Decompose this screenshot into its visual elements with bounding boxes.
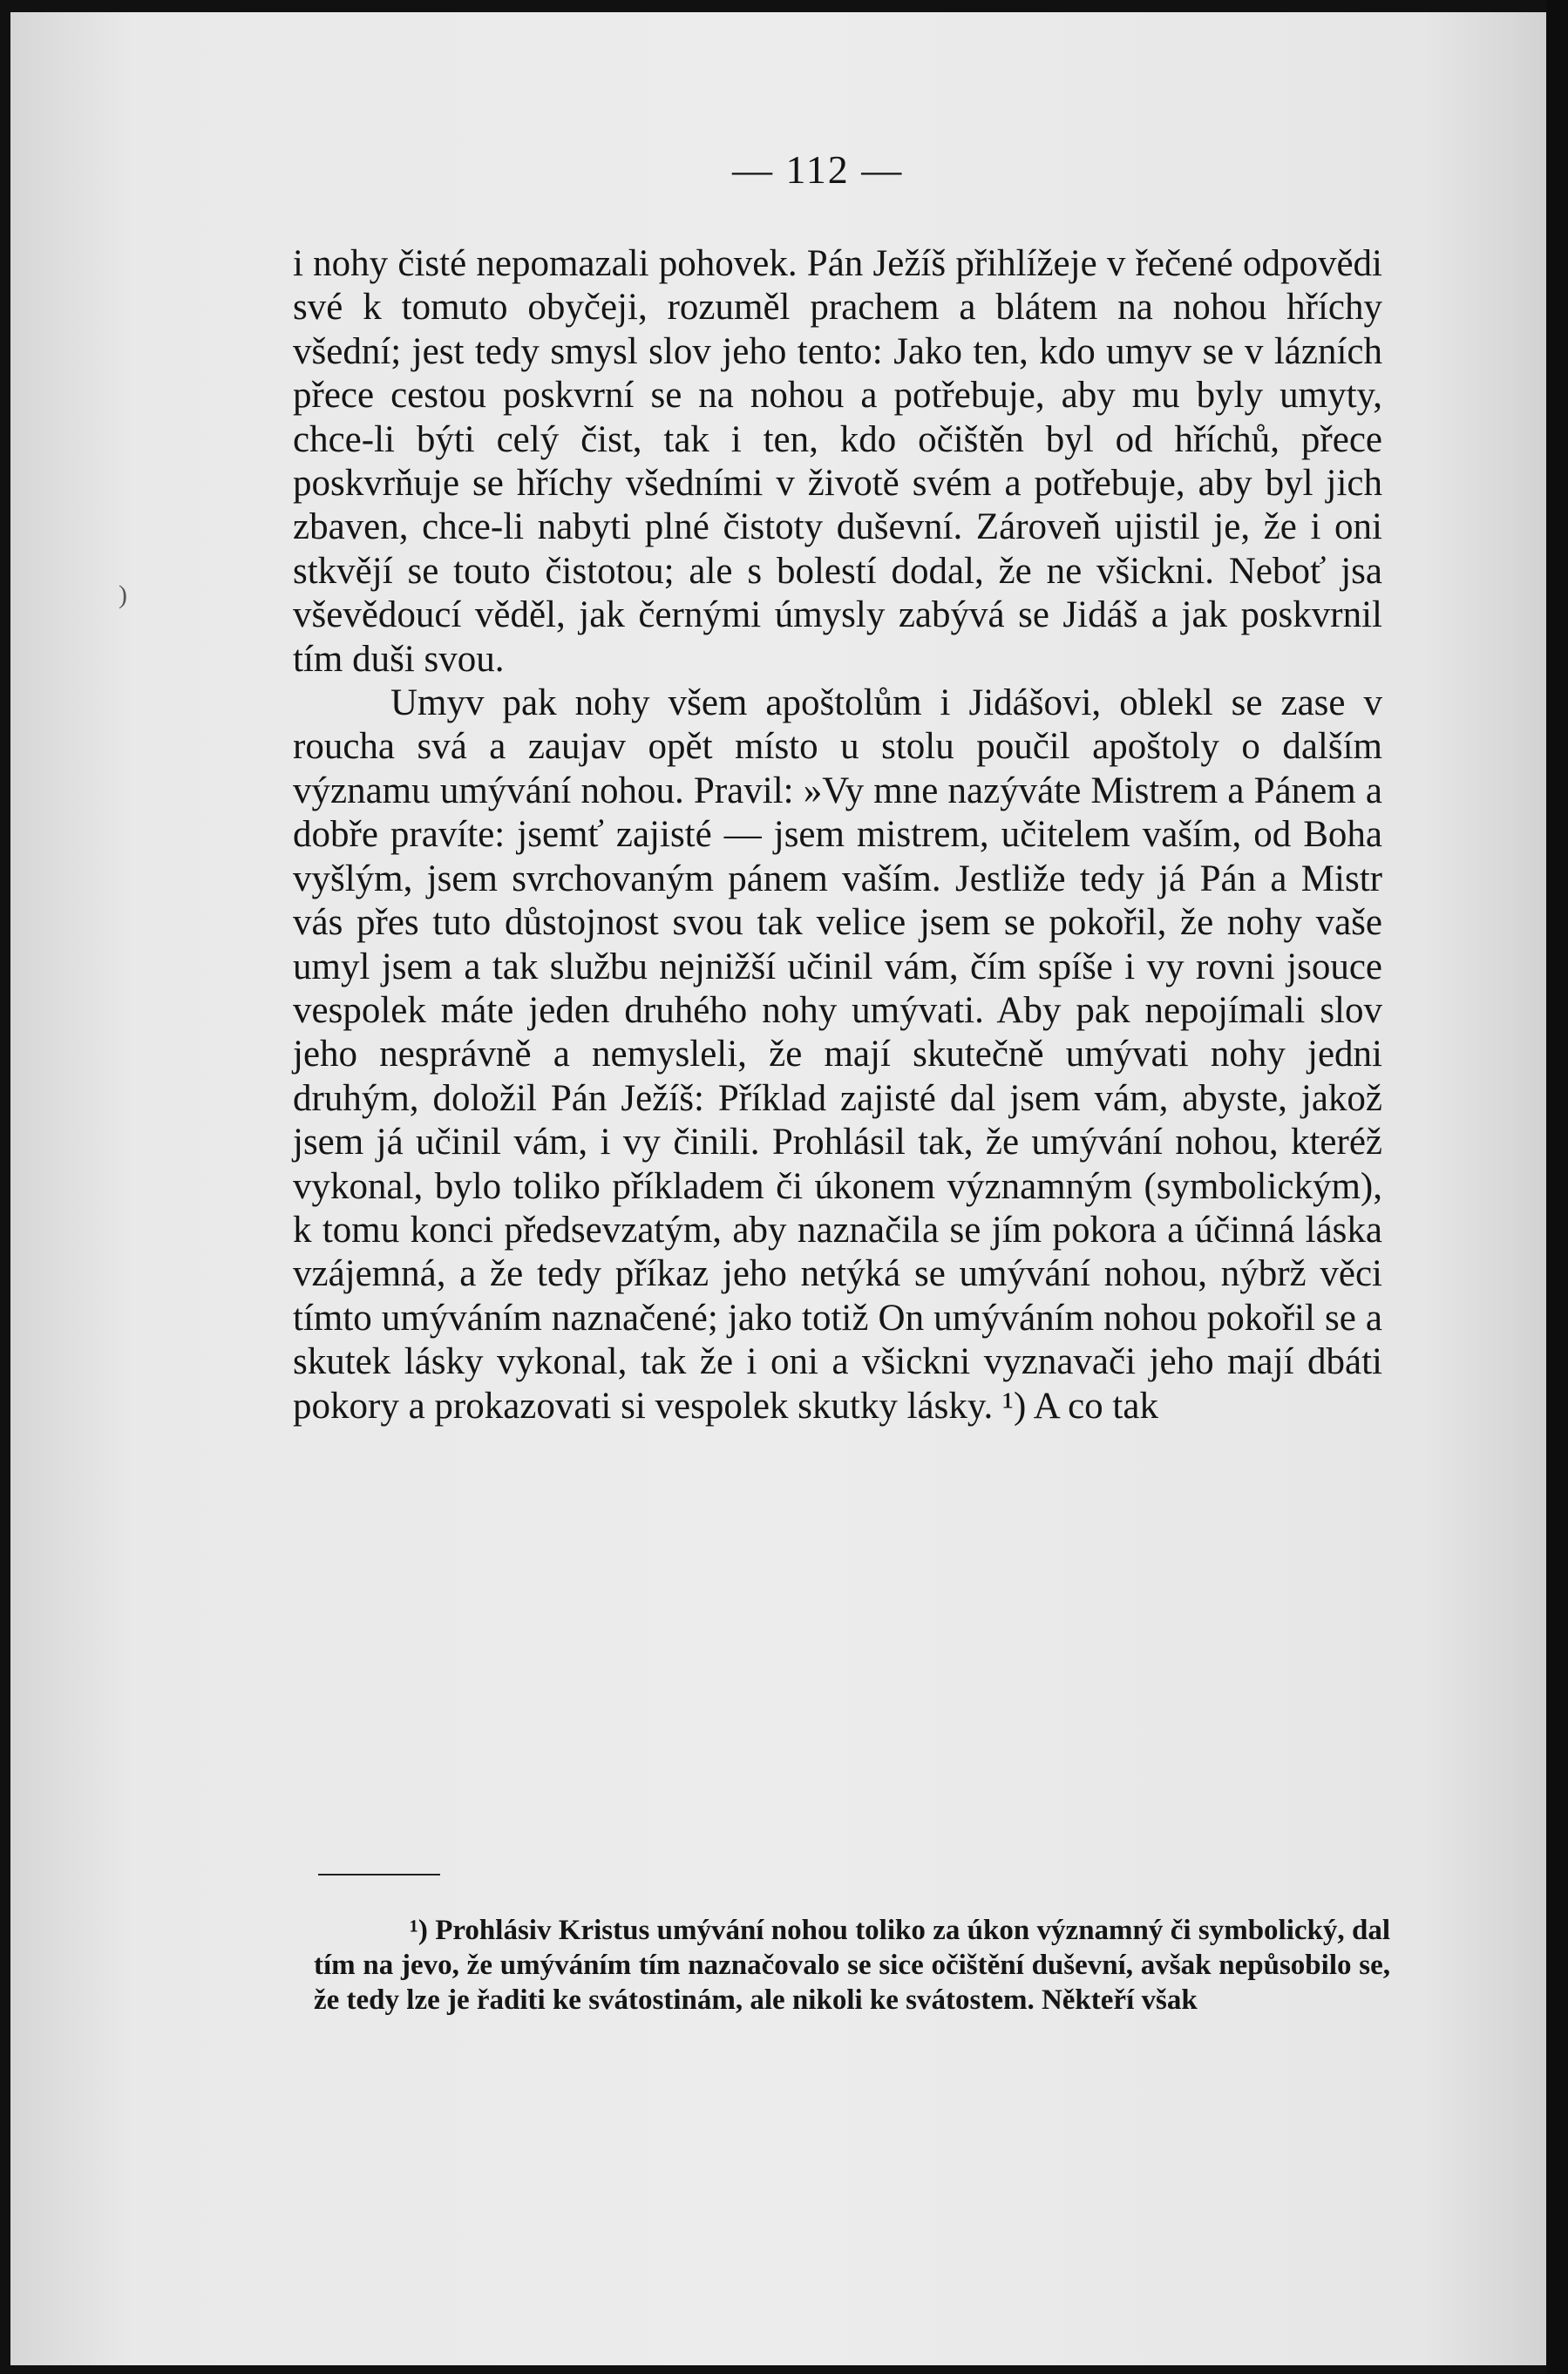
page-edge-shadow bbox=[1546, 0, 1568, 2374]
main-text bbox=[293, 242, 1382, 1428]
page-number: — 112 — bbox=[732, 147, 904, 192]
footnote: ¹) Prohlásiv Kristus umývání nohou toliko za úkon významný či symbolický, dal tím na jevo, že umýváním tím naznačovalo se sice očištění duševní, avšak nepůsobilo se, že tedy lze je řaditi ke svátostinám, ale nikoli ke svátostem. Někteří však bbox=[314, 1915, 1390, 2016]
margin-mark: ) bbox=[119, 580, 127, 609]
footnote-divider bbox=[318, 1874, 440, 1875]
paragraph: Umyv pak nohy všem apoštolům i Jidášovi, oblekl se zase v roucha svá a zaujav opět místo u stolu poučil apoštoly o dalším významu umývání nohou. Pravil: »Vy mne nazýváte Mistrem a Pánem a dobře pravíte: jsemť zajisté — jsem mistrem, učitelem vaším, od Boha vyšlým, jsem svrchovaným pánem vaším. Jestliže tedy já Pán a Mistr vás přes tuto důstojnost svou tak velice jsem se pokořil, že nohy vaše umyl jsem a tak službu nejnižší učinil vám, čím spíše i vy rovni jsouce vespolek máte jeden druhého nohy umývati. Aby pak nepojímali slov jeho nesprávně a nemysleli, že mají skutečně umývati nohy jedni druhým, doložil Pán Ježíš: Příklad zajisté dal jsem vám, abyste, jakož jsem já učinil vám, i vy činili. Prohlásil tak, že umývání nohou, kteréž vykonal, bylo toliko příkladem či úkonem významným (symbolickým), k tomu konci předsevzatým, aby naznačila se jím pokora a účinná láska vzájemná, a že tedy příkaz jeho netýká se umývání nohou, nýbrž věci tímto umýváním naznačené; jako totiž On umýváním nohou pokořil se a skutek lásky vykonal, tak že i oni a všickni vyznavači jeho mají dbáti pokory a prokazovati si vespolek skutky lásky. ¹) A co tak bbox=[293, 682, 1382, 1427]
paragraph-continuation: i nohy čisté nepomazali pohovek. Pán Ježíš přihlížeje v řečené odpovědi své k tomuto obyčeji, rozuměl prachem a blátem na nohou hříchy všední; jest tedy smysl slov jeho tento: Jako ten, kdo umyv se v lázních přece cestou poskvrní se na nohou a potřebuje, aby mu byly umyty, chce-li býti celý čist, tak i ten, kdo očištěn byl od hříchů, přece poskvrňuje se hříchy všedními v životě svém a potřebuje, aby byl jich zbaven, chce-li nabyti plné čistoty duševní. Zároveň ujistil je, že i oni stkvějí se touto čistotou; ale s bolestí dodal, že ne všickni. Neboť jsa vševědoucí věděl, jak černými úmysly zabývá se Jidáš a jak poskvrnil tím duši svou. bbox=[293, 243, 1382, 680]
